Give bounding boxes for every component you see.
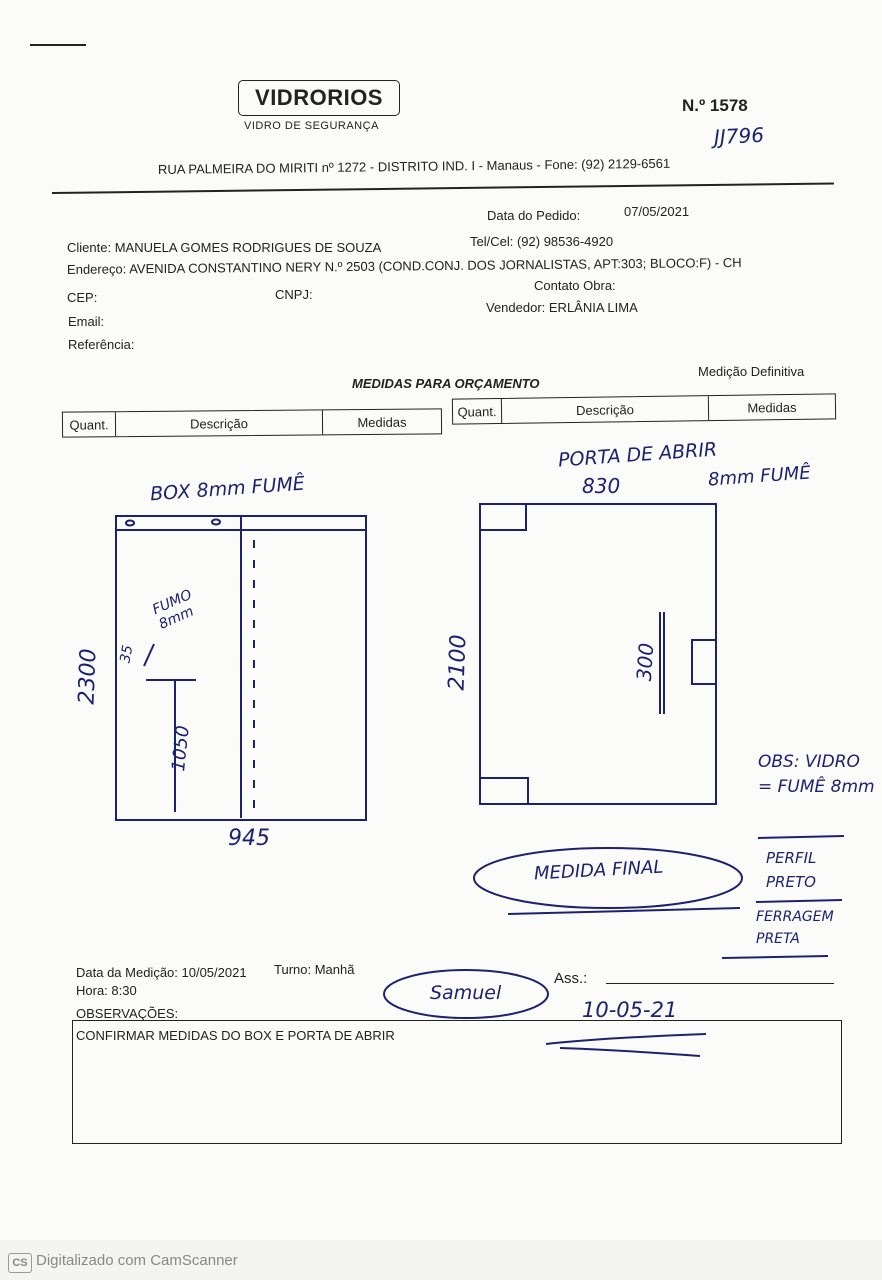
- door-width: 830: [582, 474, 621, 498]
- measurement-time: Hora: 8:30: [76, 983, 137, 998]
- section-title: MEDIDAS PARA ORÇAMENTO: [352, 376, 540, 391]
- hinge-top: [480, 504, 526, 530]
- box-width: 945: [228, 826, 270, 851]
- col-quant: Quant.: [63, 412, 116, 436]
- observations-label: OBSERVAÇÕES:: [76, 1006, 179, 1021]
- signature-label: Ass.:: [554, 970, 588, 987]
- hinge-bottom: [480, 778, 528, 804]
- company-logo: VIDRORIOS: [238, 80, 400, 116]
- col-descricao: Descrição: [502, 396, 709, 423]
- reference-label: Referência:: [68, 337, 135, 352]
- measurement-date: Data da Medição: 10/05/2021: [76, 965, 247, 980]
- note-arrow: [144, 644, 154, 666]
- obs-note: OBS: VIDRO = FUMÊ 8mm: [758, 752, 875, 797]
- box-inner-height: 1050: [168, 724, 194, 773]
- email-label: Email:: [68, 314, 105, 329]
- final-note: MEDIDA FINAL: [533, 856, 664, 885]
- company-address: RUA PALMEIRA DO MIRITI nº 1272 - DISTRITO IND. I - Manaus - Fone: (92) 2129-6561: [157, 155, 671, 177]
- perfil-underline: [756, 900, 842, 902]
- door-frame: [480, 504, 716, 804]
- cep-label: CEP:: [67, 290, 98, 305]
- order-date-label: Data do Pedido:: [487, 208, 581, 223]
- door-spec: 8mm FUMÊ: [707, 462, 812, 491]
- col-medidas: Medidas: [357, 414, 407, 430]
- box-height: 2300: [74, 648, 102, 705]
- ferragem-note: FERRAGEM PRETA: [756, 909, 834, 947]
- contact-label: Contato Obra:: [534, 278, 616, 293]
- client-name: Cliente: MANUELA GOMES RODRIGUES DE SOUZA: [67, 240, 382, 255]
- door-height: 2100: [444, 634, 472, 691]
- camscanner-icon: CS: [8, 1253, 32, 1273]
- client-address: Endereço: AVENIDA CONSTANTINO NERY N.º 2503 (COND.CONJ. DOS JORNALISTAS, APT:303; BLOCO:F) - CH: [66, 254, 742, 277]
- box-note: FUMO 8mm: [150, 586, 197, 633]
- perfil-note: PERFIL PRETO: [766, 849, 817, 891]
- signature-name: Samuel: [430, 982, 502, 1004]
- measurement-shift: Turno: Manhã: [274, 962, 355, 977]
- roller-right: [212, 520, 220, 525]
- col-medidas: Medidas: [747, 399, 797, 416]
- box-small-mark: 35: [117, 643, 137, 665]
- seller-name: Vendedor: ERLÂNIA LIMA: [486, 300, 638, 315]
- signature-line: [606, 983, 834, 984]
- scanner-text: Digitalizado com CamScanner: [36, 1252, 238, 1269]
- client-phone: Tel/Cel: (92) 98536-4920: [470, 234, 614, 249]
- handwritten-code: JJ796: [713, 122, 765, 150]
- observations-text: CONFIRMAR MEDIDAS DO BOX E PORTA DE ABRIR: [76, 1028, 395, 1043]
- signature-date: 10-05-21: [582, 998, 678, 1022]
- door-title: PORTA DE ABRIR: [557, 438, 718, 472]
- col-descricao: Descrição: [116, 410, 323, 436]
- measurement-status: Medição Definitiva: [698, 364, 805, 379]
- order-date-value: 07/05/2021: [624, 204, 690, 219]
- final-tail: [508, 908, 740, 914]
- obs-underline: [758, 836, 844, 838]
- ferragem-underline: [722, 956, 828, 958]
- lock-box: [692, 640, 716, 684]
- door-handle-size: 300: [631, 642, 659, 682]
- col-quant: Quant.: [453, 399, 502, 424]
- cnpj-label: CNPJ:: [275, 287, 313, 302]
- form-number: N.º 1578: [682, 96, 748, 115]
- box-title: BOX 8mm FUMÊ: [149, 472, 306, 506]
- observations-box: [72, 1020, 842, 1144]
- company-tagline: VIDRO DE SEGURANÇA: [244, 120, 379, 132]
- roller-left: [126, 521, 134, 526]
